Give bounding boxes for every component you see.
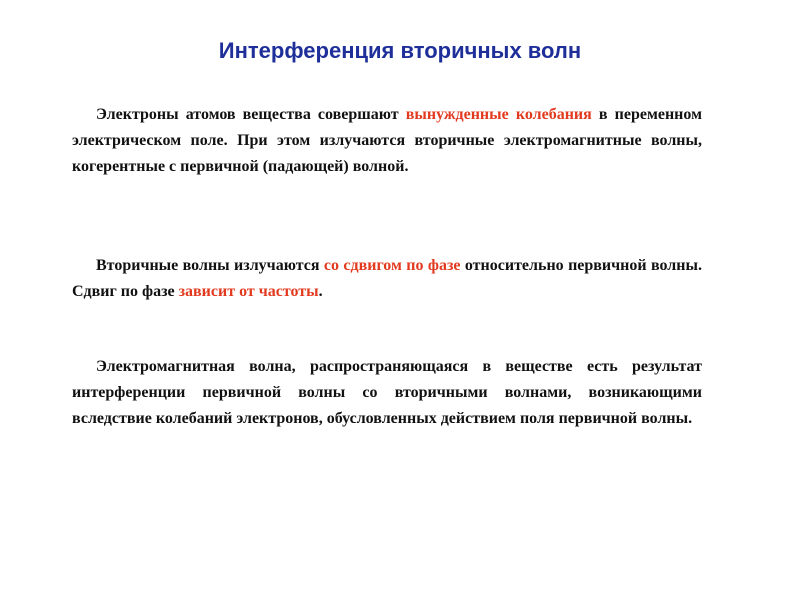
paragraph2-text-middle: относительно первичной волны. Сдвиг по фазе bbox=[72, 257, 702, 300]
paragraph-forced-oscillations bbox=[72, 102, 702, 180]
paragraph-phase-shift bbox=[72, 253, 702, 305]
highlight-frequency-dependence: зависит от частоты bbox=[178, 283, 319, 300]
paragraph1-text-start: Электроны атомов вещества совершают bbox=[96, 106, 406, 123]
paragraph2-text-start: Вторичные волны излучаются bbox=[96, 257, 324, 274]
slide-title: Интерференция вторичных волн bbox=[218, 38, 582, 63]
highlight-phase-shift: со сдвигом по фазе bbox=[323, 257, 461, 274]
highlight-forced-oscillations: вынужденные колебания bbox=[405, 106, 592, 123]
paragraph2-text-end: . bbox=[318, 283, 323, 300]
paragraph1-text-end: в переменном электрическом поле. При этом излучаются вторичные электромагнитные волны, когерентные с первичной (падающей) волной. bbox=[72, 106, 702, 175]
paragraph-interference-result bbox=[72, 354, 702, 432]
paragraph3-text: Электромагнитная волна, распространяющаяся в веществе есть результат интерференции первичной волны со вторичными волнами, возникающими вследствие колебаний электронов, обусловленных действием поля первичной волны. bbox=[72, 358, 702, 427]
